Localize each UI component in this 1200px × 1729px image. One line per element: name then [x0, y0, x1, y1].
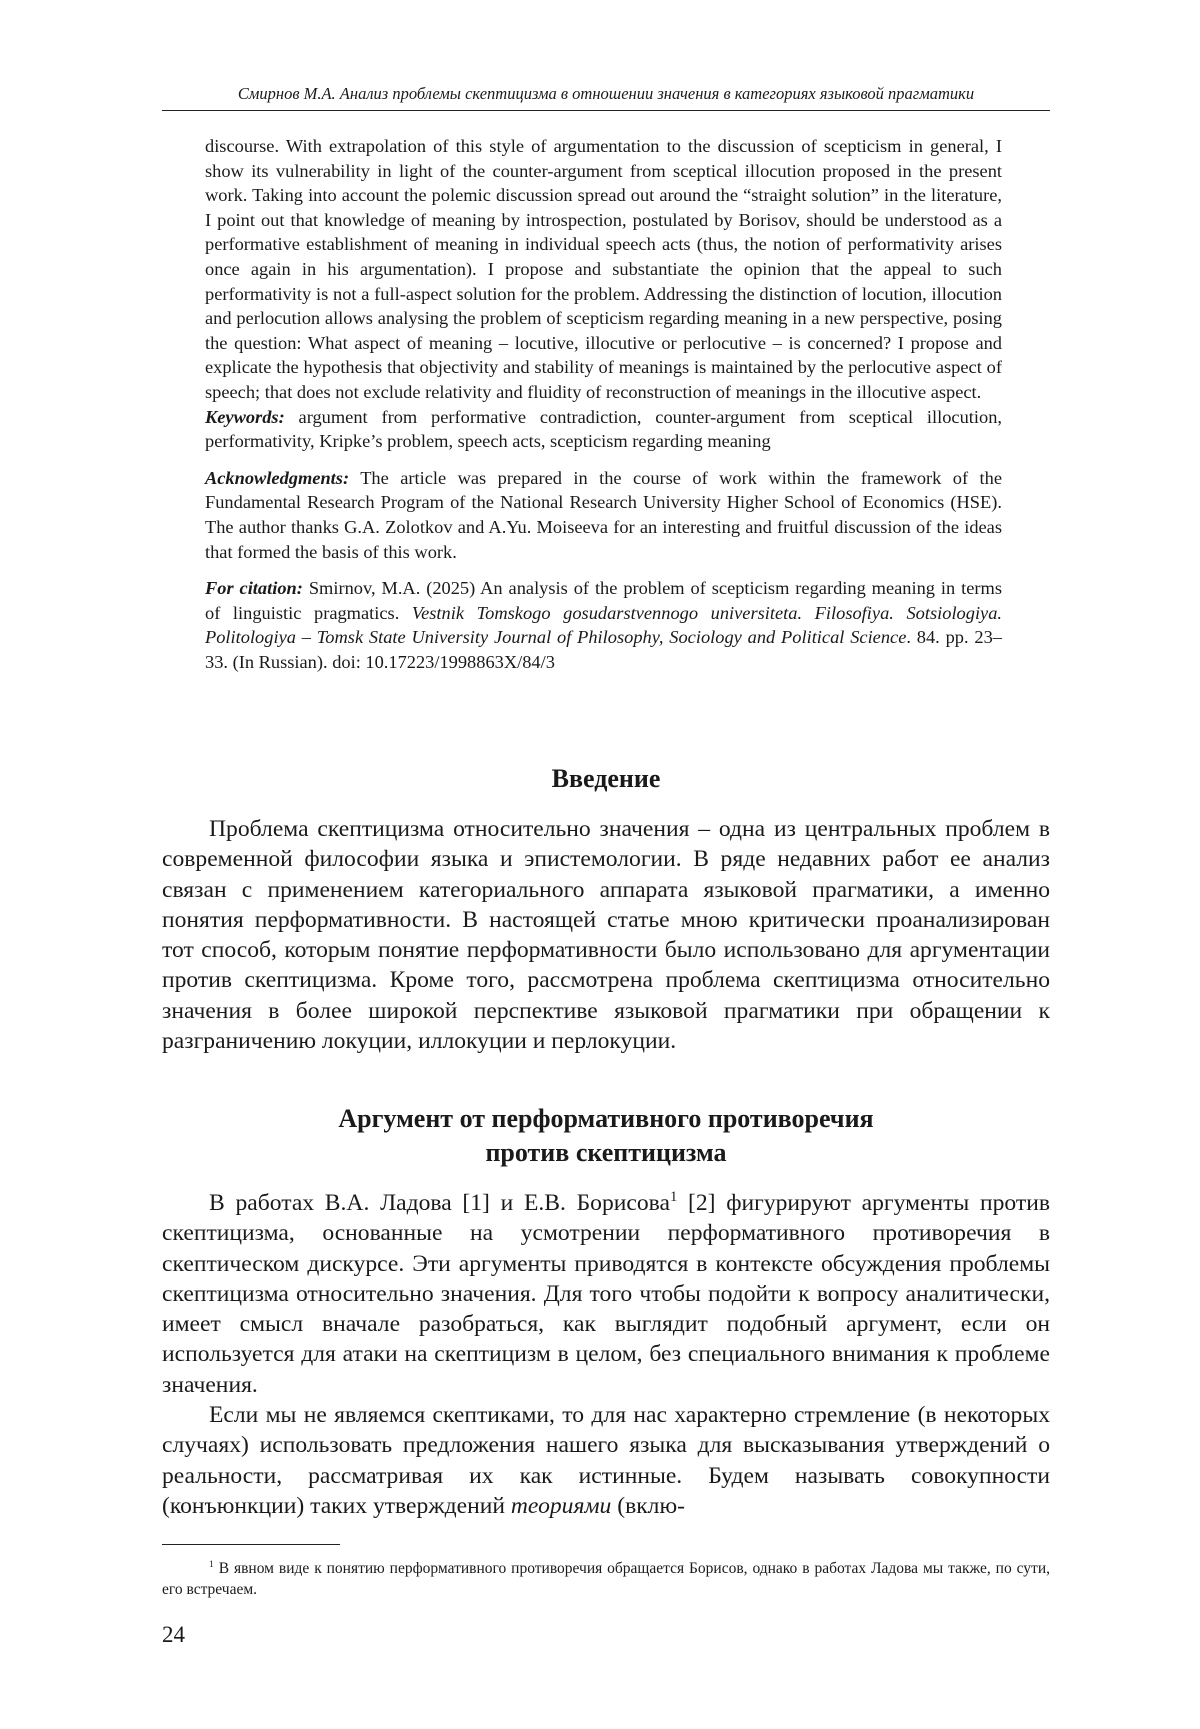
keywords-text: argument from performative contradiction, counter-argument from sceptical illocution, performativity, Kripke’s problem, speech acts, scepticism regarding meaning [205, 406, 1002, 452]
introduction-body [162, 814, 1050, 1056]
abstract-block [205, 134, 1002, 674]
keywords [205, 405, 1002, 454]
emphasized-term: теориями [510, 1492, 612, 1519]
section-heading-line1: Аргумент от перформативного противоречия [338, 1104, 874, 1133]
section-heading-argument [162, 1102, 1050, 1170]
footnote-ref[interactable]: 1 [669, 1189, 678, 1206]
introduction-paragraph: Проблема скептицизма относительно значения – одна из центральных проблем в современной философии языка и эпистемологии. В ряде недавних работ ее анализ связан с применением категориального аппарата языковой прагматики, а именно понятия перформативности. В настоящей статье мною критически проанализирован тот способ, которым понятие перформативности было использовано для аргументации против скептицизма. Кроме того, рассмотрена проблема скептицизма относительно значения в более широкой перспективе языковой прагматики при обращении к разграничению локуции, иллокуции и перлокуции. [162, 816, 1050, 1055]
citation [205, 576, 1002, 674]
header-rule [162, 110, 1050, 111]
acknowledgments-label: Acknowledgments: [205, 467, 350, 488]
abstract-text: discourse. With extrapolation of this style of argumentation to the discussion of scepticism in general, I show its vulnerability in light of the counter-argument from sceptical illocution proposed in the present work. Taking into account the polemic discussion spread out around the “straight solution” in the literature, I point out that knowledge of meaning by introspection, postulated by Borisov, should be understood as a performative establishment of meaning in individual speech acts (thus, the notion of performativity arises once again in his argumentation). I propose and substantiate the opinion that the appeal to such performativity is not a full-aspect solution for the problem. Addressing the distinction of locution, illocution and perlocution allows analysing the problem of scepticism regarding meaning in a new perspective, posing the question: What aspect of meaning – locutive, illocutive or perlocutive – is concerned? I propose and explicate the hypothesis that objectivity and stability of meanings is maintained by the perlocutive aspect of speech; that does not exclude relativity and fluidity of reconstruction of meanings in the illocutive aspect. [205, 136, 1002, 402]
footnote [162, 1558, 1050, 1600]
footnote-mark: 1 [209, 1558, 214, 1570]
acknowledgments [205, 466, 1002, 564]
page-number: 24 [162, 1622, 185, 1647]
section-heading-line2: против скептицизма [485, 1138, 727, 1167]
citation-text: Smirnov, M.A. (2025) An analysis of the problem of scepticism regarding meaning in terms of linguistic pragmatics. [205, 578, 1002, 623]
footnote-text: В явном виде к понятию перформативного противоречия обращается Борисов, однако в работах Ладова мы также, по сути, его встречаем. [162, 1560, 1050, 1598]
section-heading-introduction: Введение [551, 764, 661, 793]
footnote-rule [162, 1544, 340, 1545]
argument-paragraph-1: В работах В.А. Ладова [1] и Е.В. Борисова$^1$ [2] фигурируют аргументы против скептицизма, основанные на усмотрении перформативного противоречия в скептическом дискурсе. Эти аргументы приводятся в контексте обсуждения проблемы скептицизма относительно значения. Для того чтобы подойти к вопросу аналитически, имеет смысл вначале разобраться, как выглядит подобный аргумент, если он используется для атаки на скептицизм в целом, без специального внимания к проблеме значения. [162, 1189, 1050, 1398]
citation-label: For citation: [205, 578, 303, 599]
running-head: Смирнов М.А. Анализ проблемы скептицизма в отношении значения в категориях языковой прагматики [237, 84, 975, 103]
citation-journal: Vestnik Tomskogo gosudarstvennogo universiteta. Filosofiya. Sotsiologiya. Politologiya – Tomsk State University Journal of Philosophy, Sociology and Political Science [205, 602, 1003, 648]
acknowledgments-text: The article was prepared in the course of work within the framework of the Fundamental Research Program of the National Research University Higher School of Economics (HSE). The author thanks G.A. Zolotkov and A.Yu. Moiseeva for an interesting and fruitful discussion of the ideas that formed the basis of this work. [205, 467, 1003, 562]
argument-paragraph-2: Если мы не являемся скептиками, то для нас характерно стремление (в некоторых случаях) использовать предложения нашего языка для высказывания утверждений о реальности, рассматривая их как истинные. Будем называть совокупности (конъюнкции) таких утверждений теориями (вклю- [162, 1402, 1050, 1519]
citation-details: . 84. pp. 23–33. (In Russian). doi: 10.17223/1998863X/84/3 [205, 627, 1002, 672]
argument-body [162, 1188, 1050, 1521]
keywords-label: Keywords: [205, 406, 285, 427]
